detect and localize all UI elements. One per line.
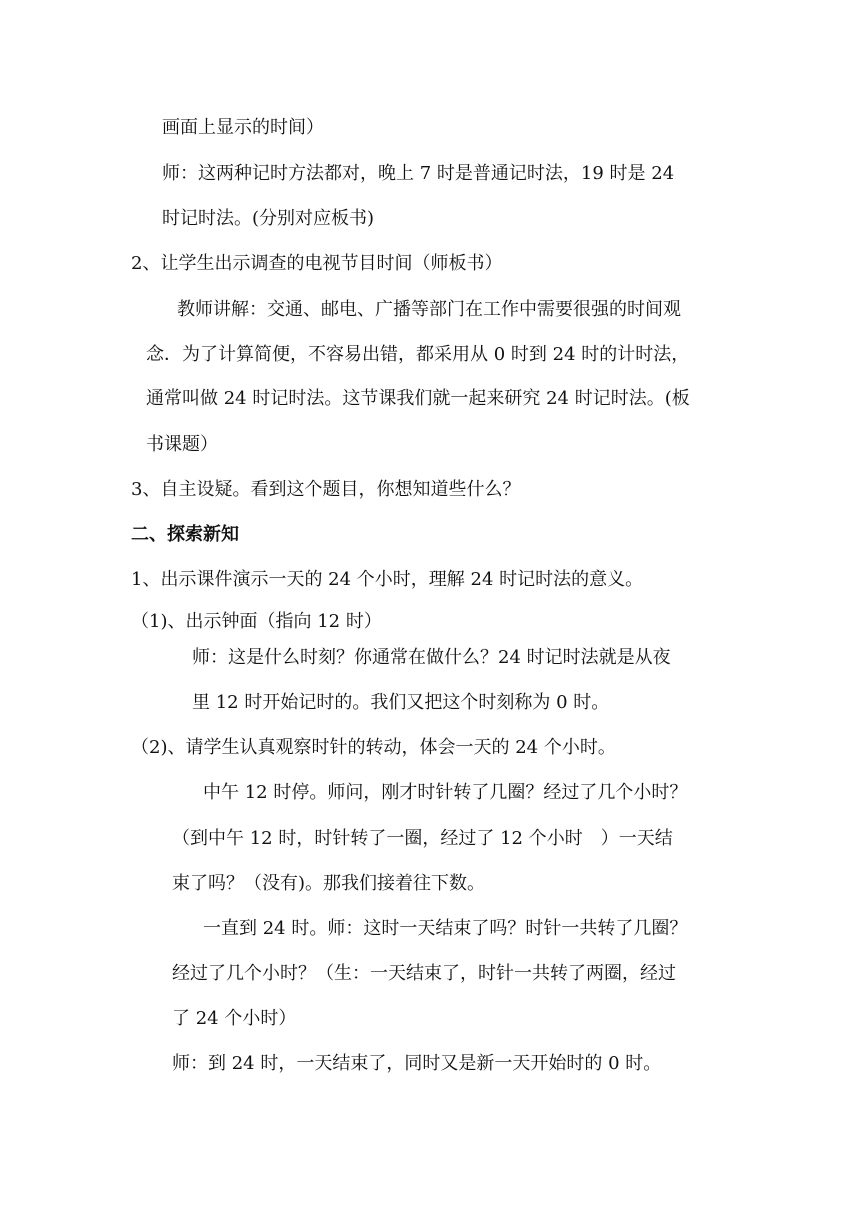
text-line: 师：这是什么时刻？你通常在做什么？24 时记时法就是从夜: [192, 647, 671, 668]
text-line: 3、自主设疑。看到这个题目，你想知道些什么？: [131, 479, 521, 500]
text-line: 念．为了计算简便，不容易出错，都采用从 0 时到 24 时的计时法，: [146, 344, 690, 365]
text-line: 书课题）: [146, 434, 218, 455]
text-line: 了 24 个小时）: [172, 1008, 297, 1029]
text-line: （到中午 12 时，时针转了一圈，经过了 12 个小时 ）一天结: [172, 828, 673, 849]
section-heading: 二、探索新知: [131, 524, 239, 545]
text-line: 经过了几个小时？（生：一天结束了，时针一共转了两圈，经过: [172, 963, 676, 984]
text-line: 里 12 时开始记时的。我们又把这个时刻称为 0 时。: [192, 692, 610, 713]
text-line: 通常叫做 24 时记时法。这节课我们就一起来研究 24 时记时法。(板: [146, 388, 690, 409]
text-line: 画面上显示的时间）: [162, 117, 324, 138]
text-line: 教师讲解：交通、邮电、广播等部门在工作中需要很强的时间观: [177, 299, 681, 320]
text-line: 师：这两种记时方法都对，晚上 7 时是普通记时法，19 时是 24: [162, 163, 675, 184]
text-line: 2、让学生出示调查的电视节目时间（师板书）: [131, 253, 503, 274]
text-line: 束了吗？（没有)。那我们接着往下数。: [172, 873, 486, 894]
text-line: 1、出示课件演示一天的 24 个小时，理解 24 时记时法的意义。: [131, 569, 644, 590]
text-line: 中午 12 时停。师问，刚才时针转了几圈？经过了几个小时？: [203, 782, 688, 803]
text-line: （2)、请学生认真观察时针的转动，体会一天的 24 个小时。: [131, 737, 616, 758]
text-line: 师：到 24 时，一天结束了，同时又是新一天开始时的 0 时。: [172, 1053, 662, 1074]
text-line: （1)、出示钟面（指向 12 时）: [131, 611, 382, 632]
text-line: 一直到 24 时。师：这时一天结束了吗？时针一共转了几圈？: [203, 918, 688, 939]
text-line: 时记时法。(分别对应板书): [162, 208, 375, 229]
